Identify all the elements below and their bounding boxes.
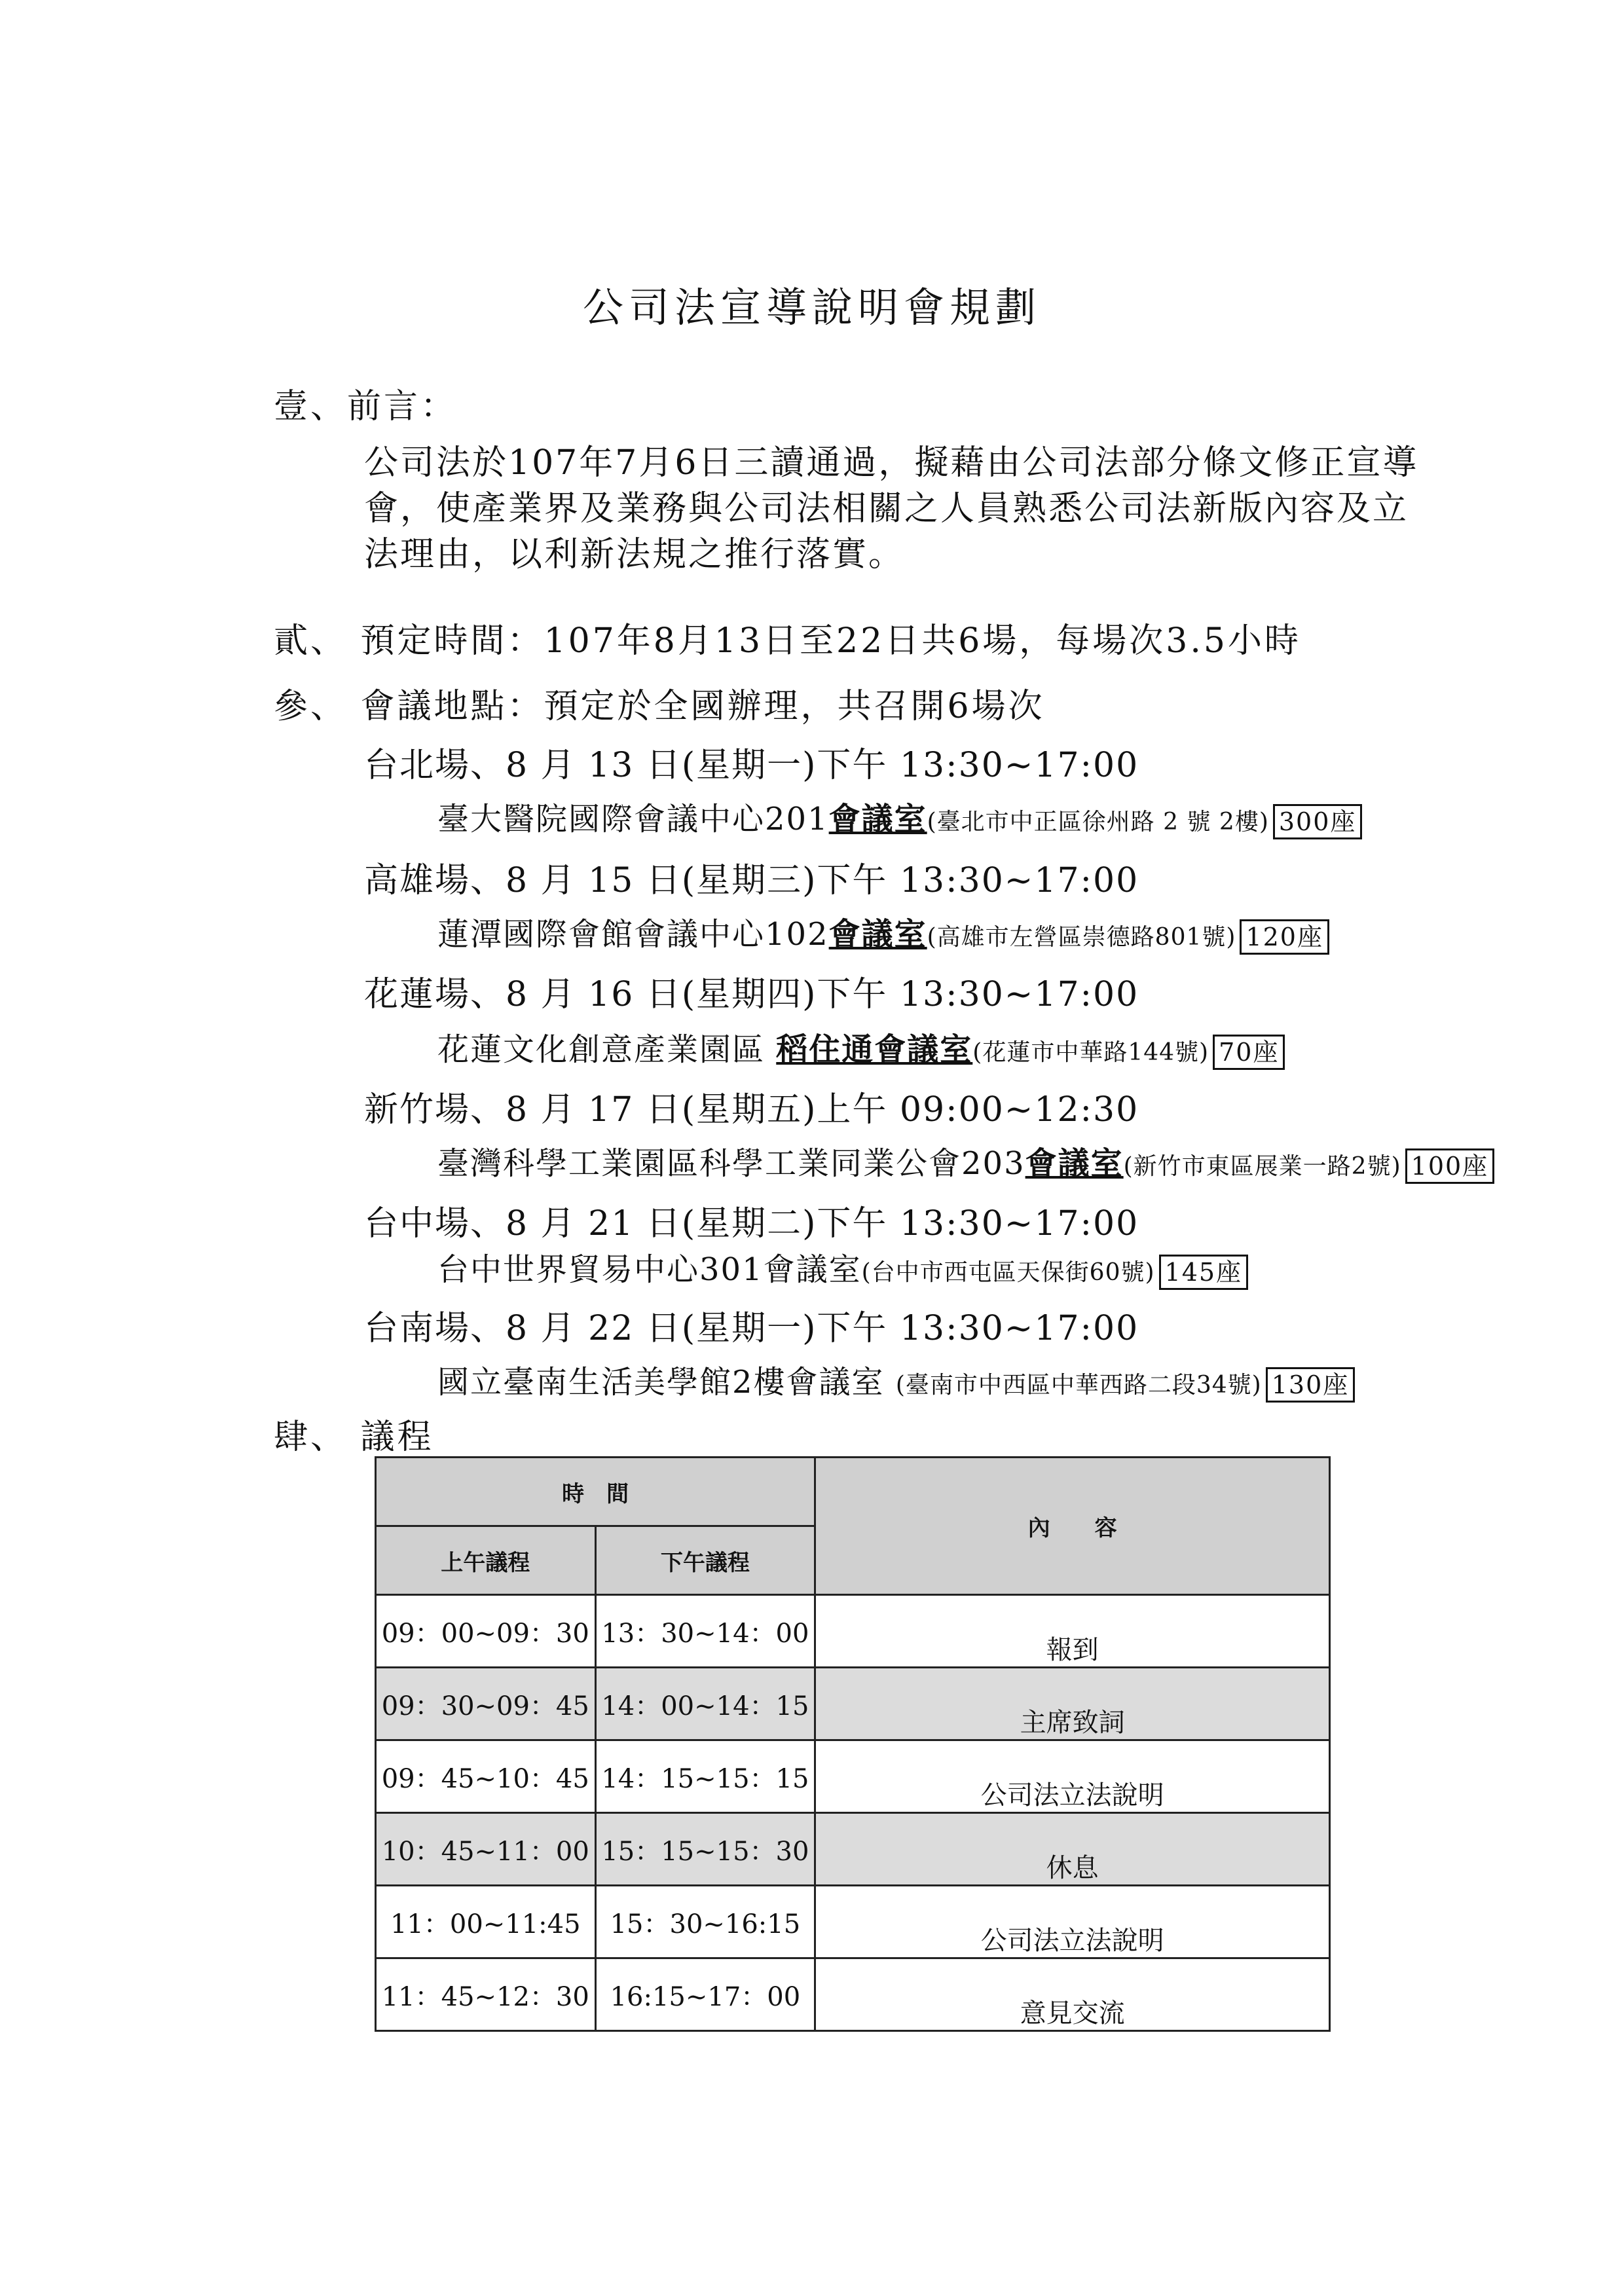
- am-time: 10：45~11：00: [376, 1813, 596, 1886]
- seat-count-badge: 130座: [1266, 1367, 1356, 1403]
- section-venue-heading: 參、 會議地點：預定於全國辦理，共召開6場次: [274, 687, 1045, 726]
- venue-name: 臺大醫院國際會議中心201: [437, 801, 829, 837]
- header-content: 內 容: [815, 1458, 1330, 1595]
- table-row: [376, 1886, 1330, 1958]
- agenda-content: 主席致詞: [815, 1668, 1330, 1740]
- session-line: 花蓮場、8 月 16 日(星期四)下午 13:30~17:00: [364, 975, 1139, 1014]
- agenda-content: 報到: [815, 1595, 1330, 1668]
- session-venue: [437, 1357, 1355, 1403]
- agenda-content: 公司法立法說明: [815, 1886, 1330, 1958]
- venue-name: 台中世界貿易中心301會議室: [437, 1251, 862, 1288]
- section-agenda-heading: 肆、 議程: [274, 1418, 434, 1457]
- session-venue: [437, 909, 1329, 955]
- agenda-content: 意見交流: [815, 1958, 1330, 2031]
- pm-time: 13：30~14：00: [595, 1595, 815, 1668]
- document-title: 公司法宣導說明會規劃: [582, 284, 1041, 331]
- session-line: 台南場、8 月 22 日(星期一)下午 13:30~17:00: [364, 1309, 1139, 1348]
- am-time: 11：00~11:45: [376, 1886, 596, 1958]
- pm-time: 14：00~14：15: [595, 1668, 815, 1740]
- agenda-content: 公司法立法說明: [815, 1740, 1330, 1813]
- venue-address: (台中市西屯區天保街60號): [861, 1259, 1155, 1286]
- am-time: 09：00~09：30: [376, 1595, 596, 1668]
- venue-name: 花蓮文化創意產業園區: [437, 1031, 777, 1068]
- venue-address: (新竹市東區展業一路2號): [1123, 1153, 1401, 1180]
- session-venue: [437, 1024, 1285, 1070]
- seat-count-badge: 145座: [1159, 1255, 1249, 1290]
- table-row: [376, 1668, 1330, 1740]
- pm-time: 16:15~17：00: [595, 1958, 815, 2031]
- header-time: 時 間: [376, 1458, 815, 1526]
- preface-line-1: 公司法於107年7月6日三讀通過，擬藉由公司法部分條文修正宣導: [364, 443, 1419, 483]
- venue-room: 會議室: [828, 801, 927, 837]
- pm-time: 15：30~16:15: [595, 1886, 815, 1958]
- session-venue: [437, 794, 1362, 839]
- table-row: [376, 1813, 1330, 1886]
- table-row: [376, 1740, 1330, 1813]
- pm-time: 14：15~15：15: [595, 1740, 815, 1813]
- seat-count-badge: 100座: [1405, 1148, 1495, 1184]
- venue-room: 稻住通會議室: [776, 1031, 973, 1068]
- am-time: 11：45~12：30: [376, 1958, 596, 2031]
- section-preface-heading: 壹、前言：: [274, 387, 458, 426]
- venue-address: (花蓮市中華路144號): [972, 1039, 1209, 1066]
- preface-line-2: 會，使產業界及業務與公司法相關之人員熟悉公司法新版內容及立: [364, 489, 1409, 528]
- venue-address: (高雄市左營區崇德路801號): [927, 924, 1236, 951]
- header-am: 上午議程: [376, 1526, 596, 1595]
- agenda-content: 休息: [815, 1813, 1330, 1886]
- table-row: [376, 1595, 1330, 1668]
- section-schedule-heading: 貳、 預定時間：107年8月13日至22日共6場，每場次3.5小時: [274, 621, 1301, 661]
- session-venue: [437, 1138, 1494, 1184]
- header-pm: 下午議程: [595, 1526, 815, 1595]
- session-line: 新竹場、8 月 17 日(星期五)上午 09:00~12:30: [364, 1090, 1139, 1129]
- venue-address: (臺北市中正區徐州路 2 號 2樓): [927, 809, 1269, 835]
- session-venue: [437, 1244, 1248, 1290]
- am-time: 09：45~10：45: [376, 1740, 596, 1813]
- session-line: 台北場、8 月 13 日(星期一)下午 13:30~17:00: [364, 746, 1139, 785]
- table-row: [376, 1958, 1330, 2031]
- agenda-table: [375, 1456, 1331, 2032]
- venue-name: 國立臺南生活美學館2樓會議室: [437, 1364, 896, 1401]
- venue-room: 會議室: [1025, 1145, 1124, 1182]
- seat-count-badge: 120座: [1240, 919, 1329, 955]
- session-line: 台中場、8 月 21 日(星期二)下午 13:30~17:00: [364, 1204, 1139, 1243]
- seat-count-badge: 70座: [1213, 1035, 1285, 1070]
- venue-name: 臺灣科學工業園區科學工業同業公會203: [437, 1145, 1025, 1182]
- venue-name: 蓮潭國際會館會議中心102: [437, 916, 829, 953]
- preface-line-3: 法理由，以利新法規之推行落實。: [364, 535, 905, 574]
- session-line: 高雄場、8 月 15 日(星期三)下午 13:30~17:00: [364, 861, 1139, 900]
- seat-count-badge: 300座: [1273, 804, 1363, 839]
- pm-time: 15：15~15：30: [595, 1813, 815, 1886]
- venue-address: (臺南市中西區中華西路二段34號): [895, 1372, 1262, 1399]
- venue-room: 會議室: [828, 916, 927, 953]
- am-time: 09：30~09：45: [376, 1668, 596, 1740]
